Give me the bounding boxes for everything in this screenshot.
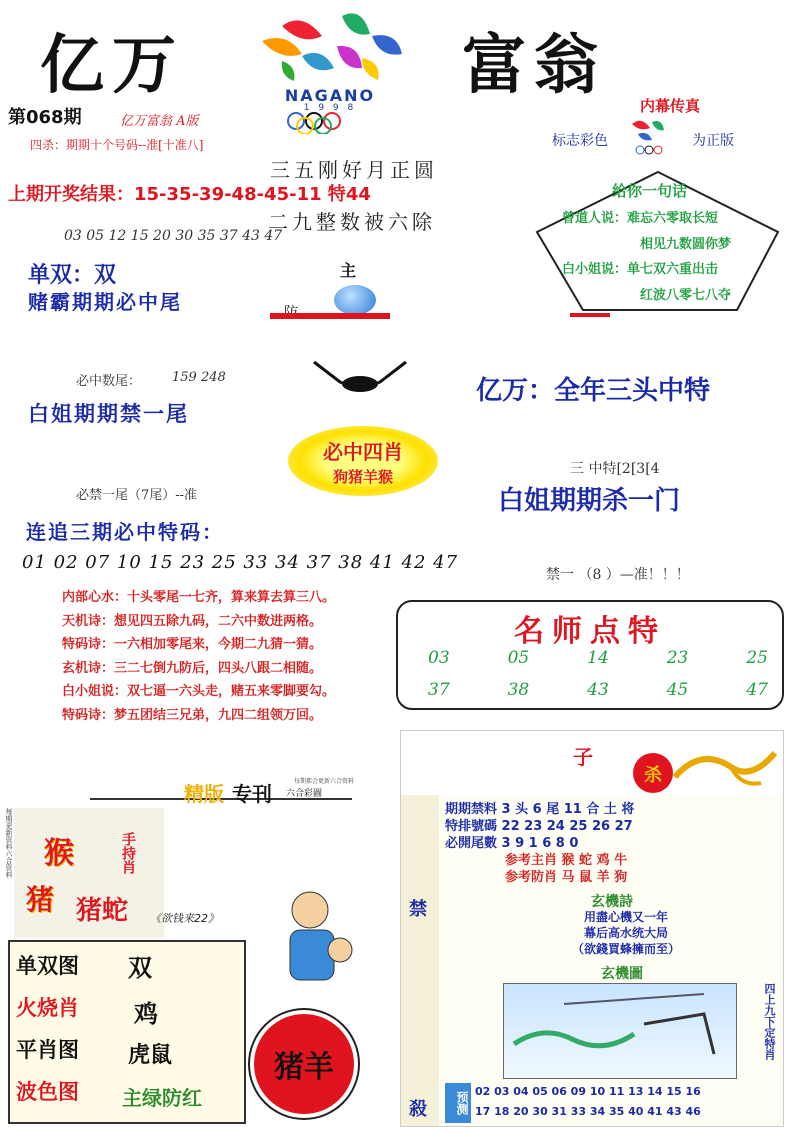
shouchi-text: 手持肖 [120,832,136,874]
mingshi-row-1 [428,648,768,668]
bottom-row-1: 02 03 04 05 06 09 10 11 13 14 15 16 [475,1085,701,1098]
red-bar [270,313,390,319]
blue-ball-icon [334,285,376,315]
mid-ji: 鸡 [134,1000,158,1028]
baijie-jin: 白姐期期禁一尾 [28,402,189,426]
mid-shuang: 双 [128,954,152,982]
cartoon-side-text: 每期更新资料六合资料 [5,808,13,878]
pianzi-text: 《欲钱来22》 [150,912,219,925]
jingban-tag: 六合彩圖 [286,789,323,799]
title-right: 富翁 [462,28,606,103]
box-danshuang: 单双图 [16,954,79,978]
quannian-text: 亿万：全年三头中特 [476,376,711,406]
pentagon-line-2: 相见九数圆你梦 [640,237,732,252]
bizhong-sixiao-badge [288,426,438,496]
poem-line: 特码诗：梦五团结三兄弟，九四二组领万回。 [62,707,323,723]
poem-line: 玄机诗：三二七倒九防后，四头八跟二相随。 [62,660,323,676]
neimu-left: 标志彩色 [552,133,608,149]
yuce-label: 预测 [445,1083,471,1123]
jin-char: 禁 [409,899,427,920]
mingshi-number: 03 [428,648,450,668]
lianzhui-numbers: 01 02 07 10 15 23 25 33 34 37 38 41 42 47 [22,552,459,573]
data-row: 必開尾數 3 9 1 6 8 0 [445,836,579,851]
poem-top-2: 二九整数被六除 [268,210,436,234]
pentagon-line-1: 曾道人说：难忘六零取长短 [562,211,719,226]
jinyi-text: 禁一 （8 ）—准！！！ [546,567,690,583]
black-bowl-icon [310,360,410,396]
mingshi-number: 38 [507,680,530,700]
danshuang-label: 单双：双 [28,263,117,288]
nagano-logo [242,6,420,136]
right-data-rows [445,801,775,886]
box-huoshao: 火烧肖 [16,996,79,1020]
jingban-title-a: 精版 [184,782,224,806]
mingshi-number: 25 [746,648,768,668]
xuanji-tu-title: 玄機圖 [601,966,643,982]
mingshi-number: 47 [746,680,768,700]
neimu-right: 为正版 [692,133,734,149]
number-row-1: 03 05 12 15 20 30 35 37 43 47 [64,228,283,244]
zhu-label: 主 [340,261,357,280]
bizhong-sixiao-animals: 狗猪羊猴 [332,468,393,486]
mingshi-row-2 [428,680,768,700]
mingshi-number: 05 [507,648,530,668]
fang-label [284,302,298,322]
cartoon-figure-icon [260,880,370,1010]
zhu-ma-char: 猪蛇 [76,896,129,926]
zodiac-column [401,795,439,1126]
right-panel [400,730,784,1127]
xuanji-title: 玄機詩 [591,894,633,910]
sha-char: 杀 [644,765,662,786]
circle-badge [250,1010,358,1118]
lianzhui-title: 连追三期必中特码： [26,520,224,544]
mingshi-number: 37 [428,680,450,700]
dragon-header [401,731,783,795]
data-row: 特排號碼 22 23 24 25 26 27 [445,819,633,834]
bizhong-shuwei-value: 159 248 [172,370,226,385]
data-row: 参考主肖 猴 蛇 鸡 牛 [505,853,628,868]
pig-char: 猪 [26,883,55,916]
logo-text: NAGANO [284,86,376,105]
cartoon-top-panel [14,808,164,938]
bizhong-sixiao-title: 必中四肖 [323,440,403,464]
logo-year: 1 9 9 8 [303,103,357,113]
jingban-title-b: 专刊 [232,782,272,806]
olympic-rings-icon [282,112,382,134]
xuanji-image [503,983,737,1079]
poem-line: 白小姐说：双七逼一六头走，赌五来零脚要勾。 [62,684,336,699]
sha-bottom-char: 殺 [409,1099,427,1120]
title-left: 亿万 [40,28,184,103]
poem-line: 天机诗：想见四五除九码，二六中数进两格。 [62,613,323,629]
issue-number: 第068期 [8,107,82,128]
mingshi-box [396,600,784,710]
bizhong-shuwei-label: 必中数尾： [76,374,142,389]
sha-circle [633,753,673,793]
cartoon-main-panel [8,940,246,1124]
sanzhongte: 三 中特[2[3[4 [570,461,660,477]
side-note: 四上九下定特肖 [763,983,776,1060]
circle-text: 猪羊 [274,1050,334,1085]
xuanji-poem [511,909,741,957]
xuanji-drawing-icon [504,984,736,1078]
brand-label: 亿万富翁 A版 [120,114,199,129]
xuanji-line: （欲錢買蜂擁而至） [571,942,680,956]
poem-block [62,586,392,727]
monkey-char: 猴 [44,836,74,871]
bijin-yiwei: 必禁一尾（7尾）--准 [76,488,198,503]
prev-result: 上期开奖结果：15-35-39-48-45-11 特44 [8,184,371,205]
zi-char: 子 [573,745,593,769]
mingshi-number: 14 [587,648,609,668]
neimu-title: 内幕传真 [640,97,701,115]
data-row: 参考防肖 马 鼠 羊 狗 [505,870,628,885]
xuanji-line: 用盡心機又一年 [583,910,668,924]
mingshi-number: 43 [587,680,609,700]
data-row: 期期禁料 3 头 6 尾 11 合 土 将 [445,802,635,817]
pentagon-line-3: 白小姐说：单七双六重出击 [562,262,719,277]
mid-hushu: 虎鼠 [128,1043,173,1068]
box-bose: 波色图 [16,1080,79,1104]
mid-zhulv: 主绿防红 [122,1086,202,1110]
mingshi-title: 名师点特 [514,614,666,649]
jingban-note: 每期都会更新六合资料 [294,778,355,785]
xuanji-line: 幕后高水统大局 [583,926,668,940]
bottom-row-2: 17 18 20 30 31 33 34 35 40 41 43 46 [475,1105,701,1118]
poem-line: 内部心水：十头零尾一七齐，算来算去算三八。 [62,590,336,605]
poem-top-1: 三五刚好月正圆 [270,158,438,182]
baijie-sha: 白姐期期杀一门 [498,486,681,516]
pentagon-line-4: 红波八零七八夺 [640,288,732,303]
box-pingxiao: 平肖图 [16,1038,79,1062]
dragon-icon [671,737,781,793]
poem-line: 特码诗：一六相加零尾来，今期二九猜一猜。 [62,637,323,652]
mingshi-number: 23 [666,648,689,668]
small-logo-icon [622,116,678,158]
mingshi-number: 45 [666,680,689,700]
sisha-subtitle: 四杀：期期十个号码--准[十准八] [30,138,204,152]
dubai-subtitle: 赌霸期期必中尾 [28,290,182,314]
pentagon-title: 给你一句话 [612,182,688,200]
